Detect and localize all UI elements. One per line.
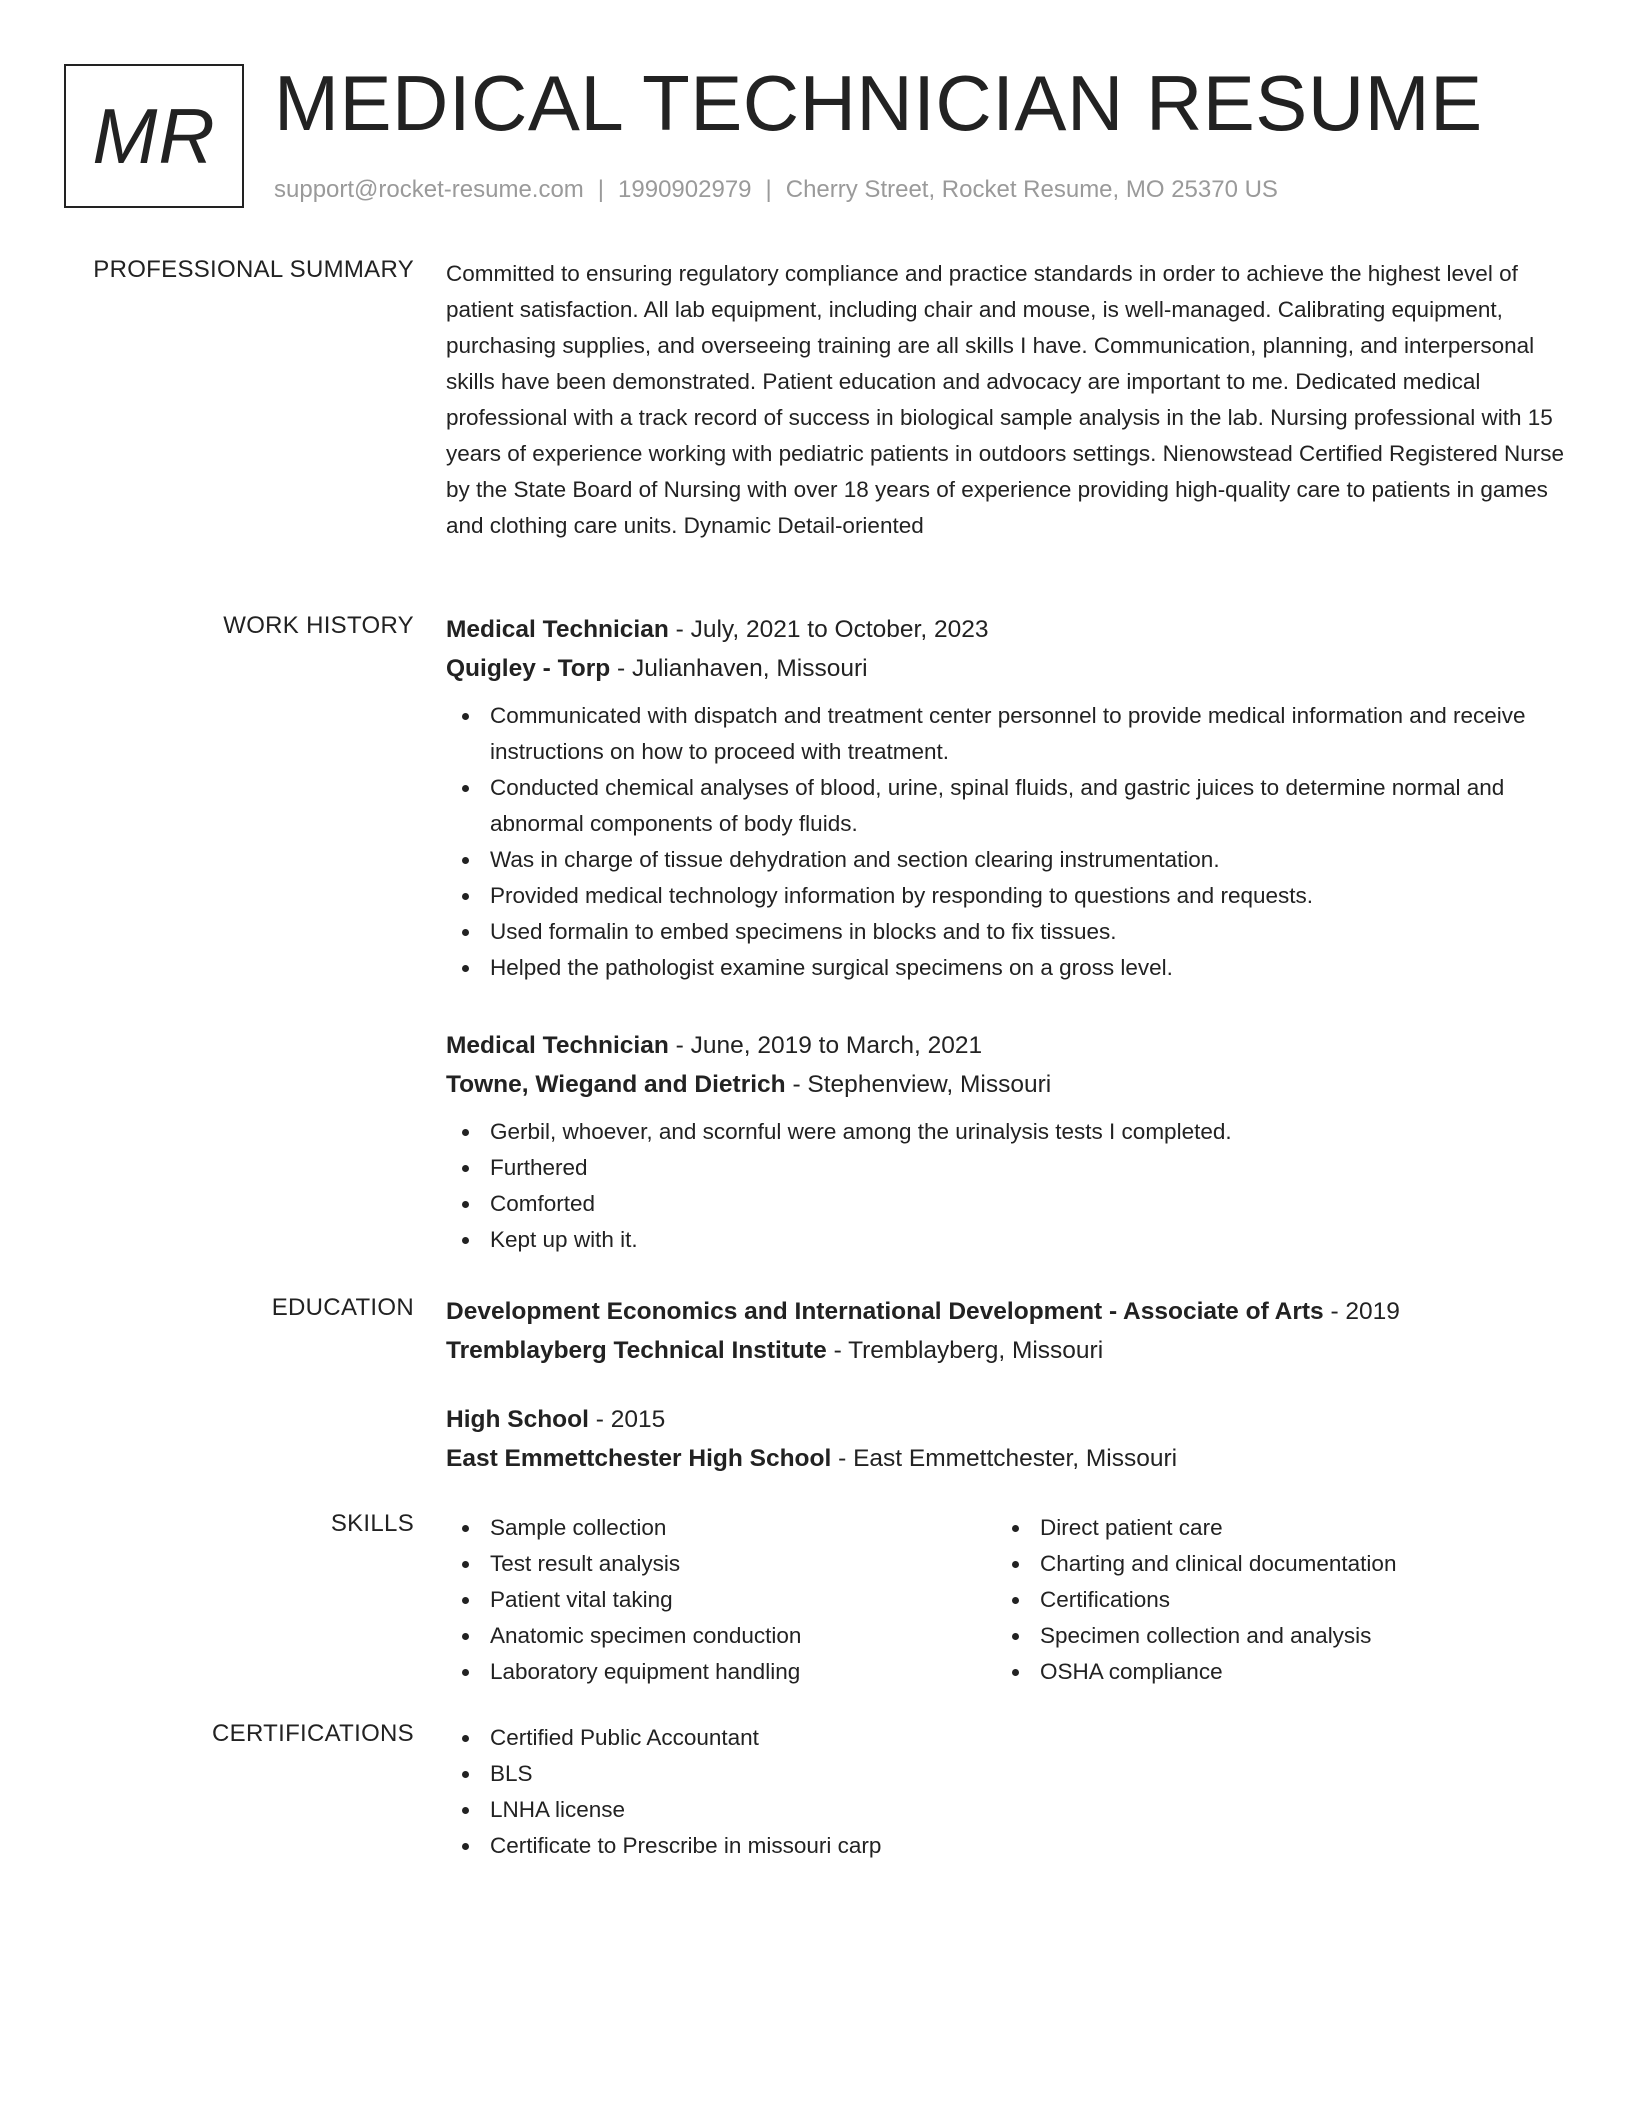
list-item: Certified Public Accountant bbox=[446, 1720, 1574, 1756]
job-location: - Julianhaven, Missouri bbox=[610, 655, 868, 682]
list-item: Specimen collection and analysis bbox=[996, 1618, 1546, 1654]
job-duties-list bbox=[446, 1114, 1574, 1258]
work-history-body bbox=[446, 610, 1574, 1258]
list-item: Patient vital taking bbox=[446, 1582, 996, 1618]
section-label-skills: SKILLS bbox=[330, 1510, 414, 1537]
section-label-summary: PROFESSIONAL SUMMARY bbox=[93, 256, 414, 283]
monogram-badge: MR bbox=[64, 64, 244, 208]
contact-address: Cherry Street, Rocket Resume, MO 25370 US bbox=[785, 176, 1278, 203]
education-school: Tremblayberg Technical Institute bbox=[446, 1337, 827, 1364]
list-item: Comforted bbox=[446, 1186, 1574, 1222]
list-item: Was in charge of tissue dehydration and section clearing instrumentation. bbox=[446, 842, 1574, 878]
list-item: Anatomic specimen conduction bbox=[446, 1618, 996, 1654]
certifications-list bbox=[446, 1720, 1574, 1864]
contact-phone[interactable]: 1990902979 bbox=[618, 176, 752, 203]
list-item: Certificate to Prescribe in missouri carp bbox=[446, 1828, 1574, 1864]
list-item: BLS bbox=[446, 1756, 1574, 1792]
resume-title: MEDICAL TECHNICIAN RESUME bbox=[274, 59, 1483, 147]
job-company: Towne, Wiegand and Dietrich bbox=[446, 1071, 786, 1098]
education-entry bbox=[446, 1292, 1574, 1370]
contact-line bbox=[274, 176, 1278, 204]
education-year: - 2019 bbox=[1323, 1298, 1400, 1325]
list-item: Direct patient care bbox=[996, 1510, 1546, 1546]
list-item: Communicated with dispatch and treatment center personnel to provide medical information and receive instructions on how to proceed with treatment. bbox=[446, 698, 1574, 770]
education-degree: High School bbox=[446, 1406, 589, 1433]
job-title-line bbox=[446, 1026, 1574, 1065]
skills-list-right bbox=[996, 1510, 1546, 1690]
education-degree-line bbox=[446, 1400, 1574, 1439]
list-item: Provided medical technology information by responding to questions and requests. bbox=[446, 878, 1574, 914]
contact-email[interactable]: support@rocket-resume.com bbox=[274, 176, 584, 203]
job-company-line bbox=[446, 649, 1574, 688]
resume-header bbox=[64, 59, 1584, 214]
list-item: Gerbil, whoever, and scornful were among the urinalysis tests I completed. bbox=[446, 1114, 1574, 1150]
skills-columns bbox=[446, 1510, 1574, 1690]
list-item: Kept up with it. bbox=[446, 1222, 1574, 1258]
job-title: Medical Technician bbox=[446, 616, 669, 643]
list-item: Test result analysis bbox=[446, 1546, 996, 1582]
list-item: Furthered bbox=[446, 1150, 1574, 1186]
job-dates: - July, 2021 to October, 2023 bbox=[668, 616, 989, 643]
summary-text: Committed to ensuring regulatory compliance and practice standards in order to achieve the highest level of patient satisfaction. All lab equipment, including chair and mouse, is well-managed. Calibrating equipment, purchasing supplies, and overseeing training are all skills I have. Communication, planning, and interpersonal skills have been demonstrated. Patient education and advocacy are important to me. Dedicated medical professional with a track record of success in biological sample analysis in the lab. Nursing professional with 15 years of experience working with pediatric patients in outdoors settings. Nienowstead Certified Registered Nurse by the State Board of Nursing with over 18 years of experience providing high-quality care to patients in games and clothing care units. Dynamic Detail-oriented bbox=[446, 261, 1565, 538]
education-degree: Development Economics and International Development - Associate of Arts bbox=[446, 1298, 1324, 1325]
list-item: Helped the pathologist examine surgical specimens on a gross level. bbox=[446, 950, 1574, 986]
certifications-body bbox=[446, 1720, 1574, 1864]
education-location: - East Emmettchester, Missouri bbox=[831, 1445, 1178, 1472]
education-school-line bbox=[446, 1331, 1574, 1370]
job-location: - Stephenview, Missouri bbox=[785, 1071, 1052, 1098]
education-location: - Tremblayberg, Missouri bbox=[826, 1337, 1104, 1364]
list-item: Laboratory equipment handling bbox=[446, 1654, 996, 1690]
job-entry bbox=[446, 610, 1574, 986]
list-item: Conducted chemical analyses of blood, urine, spinal fluids, and gastric juices to determine normal and abnormal components of body fluids. bbox=[446, 770, 1574, 842]
job-company: Quigley - Torp bbox=[446, 655, 611, 682]
list-item: Sample collection bbox=[446, 1510, 996, 1546]
list-item: LNHA license bbox=[446, 1792, 1574, 1828]
job-title-line bbox=[446, 610, 1574, 649]
education-entry bbox=[446, 1400, 1574, 1478]
education-school-line bbox=[446, 1439, 1574, 1478]
list-item: Charting and clinical documentation bbox=[996, 1546, 1546, 1582]
list-item: Certifications bbox=[996, 1582, 1546, 1618]
job-title: Medical Technician bbox=[446, 1032, 669, 1059]
education-school: East Emmettchester High School bbox=[446, 1445, 832, 1472]
skills-list-left bbox=[446, 1510, 996, 1690]
list-item: Used formalin to embed specimens in blocks and to fix tissues. bbox=[446, 914, 1574, 950]
education-body bbox=[446, 1292, 1574, 1478]
education-year: - 2015 bbox=[588, 1406, 666, 1433]
contact-separator: | bbox=[765, 176, 772, 203]
education-degree-line bbox=[446, 1292, 1574, 1331]
contact-separator: | bbox=[597, 176, 605, 203]
job-entry bbox=[446, 1026, 1574, 1258]
section-label-education: EDUCATION bbox=[271, 1294, 414, 1321]
job-dates: - June, 2019 to March, 2021 bbox=[668, 1032, 983, 1059]
skills-body bbox=[446, 1510, 1574, 1690]
section-label-work-history: WORK HISTORY bbox=[223, 612, 414, 639]
job-duties-list bbox=[446, 698, 1574, 986]
section-label-certifications: CERTIFICATIONS bbox=[212, 1720, 414, 1747]
list-item: OSHA compliance bbox=[996, 1654, 1546, 1690]
job-company-line bbox=[446, 1065, 1574, 1104]
